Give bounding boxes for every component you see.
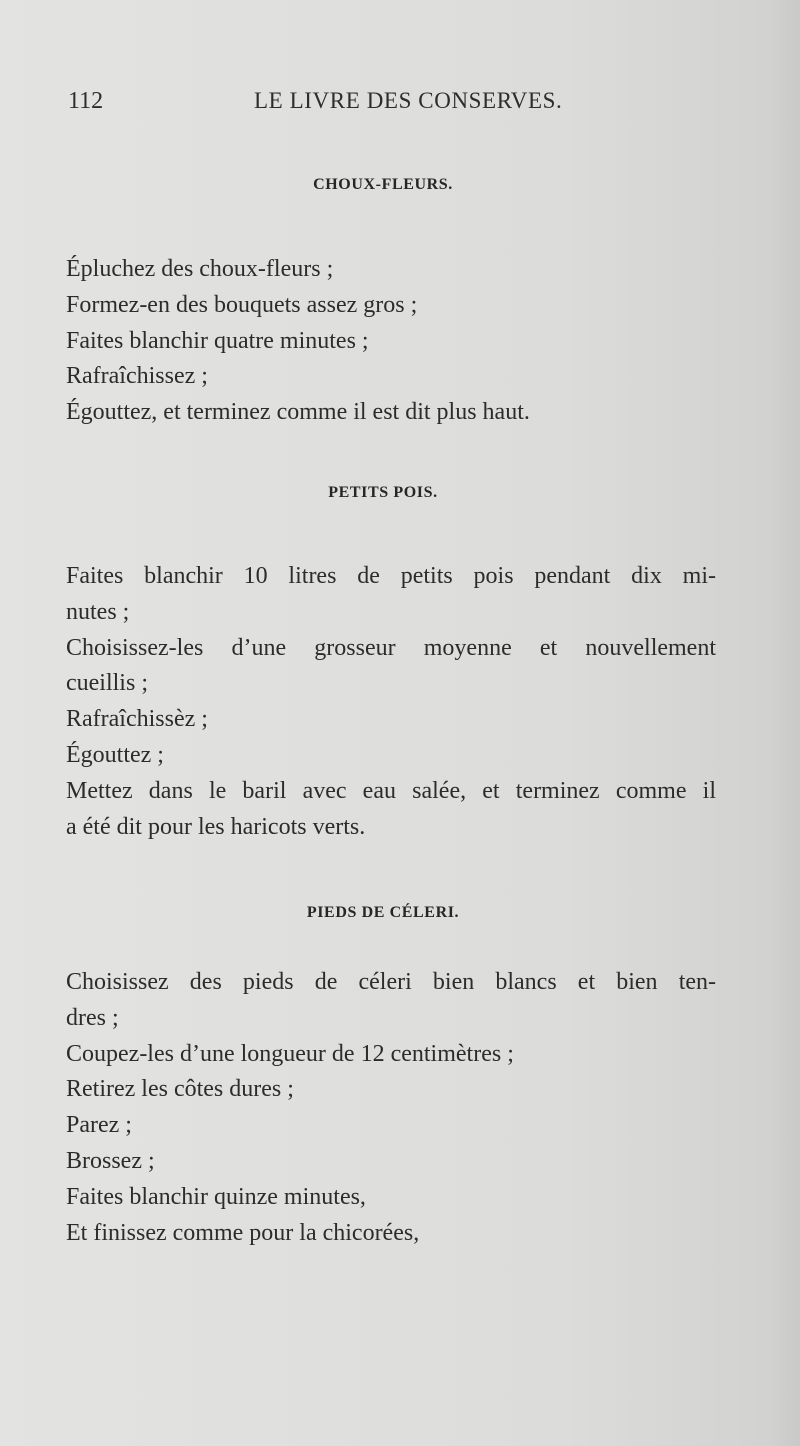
text-line: cueillis ;	[66, 670, 148, 697]
running-head	[0, 88, 800, 118]
text-line: Rafraîchissèz ;	[66, 706, 208, 733]
text-line: Et finissez comme pour la chicorées,	[66, 1219, 420, 1246]
page-number: 112	[68, 88, 104, 114]
text-line: Choisissez des pieds de céleri bien blancs et bien ten-	[66, 969, 716, 995]
section-body-choux-fleurs	[66, 252, 716, 431]
section-heading-petits-pois: PETITS POIS.	[328, 484, 438, 501]
text-line: Égouttez, et terminez comme il est dit plus haut.	[66, 399, 530, 426]
text-line: Retirez les côtes dures ;	[66, 1076, 294, 1103]
text-line: Formez-en des bouquets assez gros ;	[66, 291, 418, 318]
section-heading-pieds-de-celeri: PIEDS DE CÉLERI.	[306, 904, 460, 921]
text-line: Épluchez des choux-fleurs ;	[66, 256, 334, 282]
text-line: dres ;	[66, 1004, 119, 1031]
text-line: Égouttez ;	[66, 741, 164, 768]
section-body-petits-pois	[66, 559, 716, 845]
section-body-pieds-de-celeri	[66, 965, 716, 1251]
book-title: LE LIVRE DES CONSERVES.	[254, 88, 563, 113]
text-line: Faites blanchir 10 litres de petits pois pendant dix mi-	[66, 563, 716, 589]
text-line: Rafraîchissez ;	[66, 363, 208, 390]
text-line: Faites blanchir quinze minutes,	[66, 1183, 366, 1210]
text-line: Faites blanchir quatre minutes ;	[66, 327, 369, 354]
text-line: Mettez dans le baril avec eau salée, et terminez comme il	[66, 777, 716, 804]
text-line: nutes ;	[66, 598, 130, 625]
text-line: Parez ;	[66, 1112, 132, 1139]
section-heading-choux-fleurs: CHOUX-FLEURS.	[313, 176, 453, 193]
text-line: Coupez-les d’une longueur de 12 centimètres ;	[66, 1040, 514, 1067]
text-line: Choisissez-les d’une grosseur moyenne et nouvellement	[66, 634, 716, 661]
text-line: Brossez ;	[66, 1147, 155, 1174]
text-line: a été dit pour les haricots verts.	[66, 813, 366, 840]
